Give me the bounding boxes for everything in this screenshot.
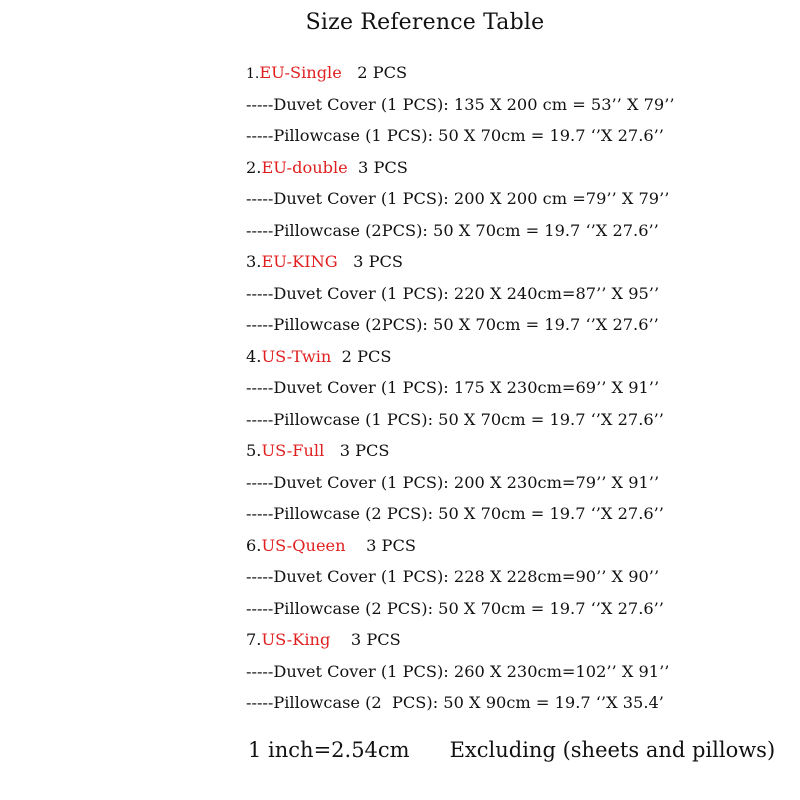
size-group bbox=[246, 439, 786, 534]
size-heading bbox=[246, 534, 786, 566]
size-pcs: 3 PCS bbox=[347, 157, 408, 177]
size-heading bbox=[246, 250, 786, 282]
pillowcase-line: -----Pillowcase (1 PCS): 50 X 70cm = 19.7 ‘’X 27.6’’ bbox=[246, 126, 664, 145]
size-table bbox=[246, 61, 786, 723]
size-number: 6. bbox=[246, 535, 262, 555]
size-name: US-Queen bbox=[261, 535, 346, 555]
size-pcs: 2 PCS bbox=[341, 63, 408, 82]
size-pcs: 3 PCS bbox=[345, 535, 416, 555]
duvet-cover-line: -----Duvet Cover (1 PCS): 200 X 200 cm =79’’ X 79’’ bbox=[246, 189, 670, 208]
pillowcase-line: -----Pillowcase (1 PCS): 50 X 70cm = 19.7 ‘’X 27.6’’ bbox=[246, 409, 664, 429]
size-number: 3. bbox=[246, 252, 262, 271]
page-title: Size Reference Table bbox=[305, 10, 545, 35]
size-number: 1. bbox=[246, 66, 260, 82]
size-group bbox=[246, 250, 786, 345]
size-pcs: 3 PCS bbox=[337, 252, 403, 271]
size-name: EU-KING bbox=[261, 252, 338, 271]
size-group bbox=[246, 345, 786, 440]
size-pcs: 3 PCS bbox=[324, 441, 390, 460]
duvet-cover-line: -----Duvet Cover (1 PCS): 220 X 240cm=87’’ X 95’’ bbox=[246, 283, 660, 303]
pillowcase-line: -----Pillowcase (2 PCS): 50 X 70cm = 19.7 ‘’X 27.6’’ bbox=[246, 504, 664, 523]
size-group bbox=[246, 61, 786, 156]
size-heading bbox=[246, 156, 786, 188]
size-group bbox=[246, 156, 786, 251]
size-number: 7. bbox=[246, 630, 262, 649]
size-name: US-Full bbox=[261, 441, 325, 460]
size-number: 4. bbox=[246, 346, 262, 366]
duvet-cover-line: -----Duvet Cover (1 PCS): 260 X 230cm=102’’ X 91’’ bbox=[246, 661, 670, 681]
size-name: US-King bbox=[261, 630, 331, 649]
size-group bbox=[246, 628, 786, 723]
duvet-cover-line: -----Duvet Cover (1 PCS): 228 X 228cm=90’’ X 90’’ bbox=[246, 567, 660, 586]
pillowcase-line: -----Pillowcase (2PCS): 50 X 70cm = 19.7 ‘’X 27.6’’ bbox=[246, 220, 659, 240]
size-name: EU-Single bbox=[259, 63, 342, 82]
size-heading bbox=[246, 439, 786, 471]
size-heading bbox=[246, 61, 786, 93]
size-group bbox=[246, 534, 786, 629]
exclusion-note: Excluding (sheets and pillows) bbox=[449, 738, 776, 762]
duvet-cover-line: -----Duvet Cover (1 PCS): 135 X 200 cm = 53’’ X 79’’ bbox=[246, 94, 675, 114]
size-number: 5. bbox=[246, 441, 262, 460]
size-number: 2. bbox=[246, 157, 262, 177]
pillowcase-line: -----Pillowcase (2 PCS): 50 X 90cm = 19.7 ‘’X 35.4’ bbox=[246, 693, 664, 712]
size-heading bbox=[246, 628, 786, 660]
duvet-cover-line: -----Duvet Cover (1 PCS): 175 X 230cm=69’’ X 91’’ bbox=[246, 378, 660, 397]
footer-note bbox=[248, 738, 788, 762]
pillowcase-line: -----Pillowcase (2PCS): 50 X 70cm = 19.7 ‘’X 27.6’’ bbox=[246, 315, 659, 334]
size-name: EU-double bbox=[261, 157, 348, 177]
inch-conversion: 1 inch=2.54cm bbox=[248, 738, 410, 762]
pillowcase-line: -----Pillowcase (2 PCS): 50 X 70cm = 19.7 ‘’X 27.6’’ bbox=[246, 598, 664, 618]
size-pcs: 3 PCS bbox=[330, 630, 401, 649]
size-pcs: 2 PCS bbox=[331, 346, 392, 366]
size-name: US-Twin bbox=[261, 346, 332, 366]
duvet-cover-line: -----Duvet Cover (1 PCS): 200 X 230cm=79’’ X 91’’ bbox=[246, 472, 660, 492]
size-heading bbox=[246, 345, 786, 377]
